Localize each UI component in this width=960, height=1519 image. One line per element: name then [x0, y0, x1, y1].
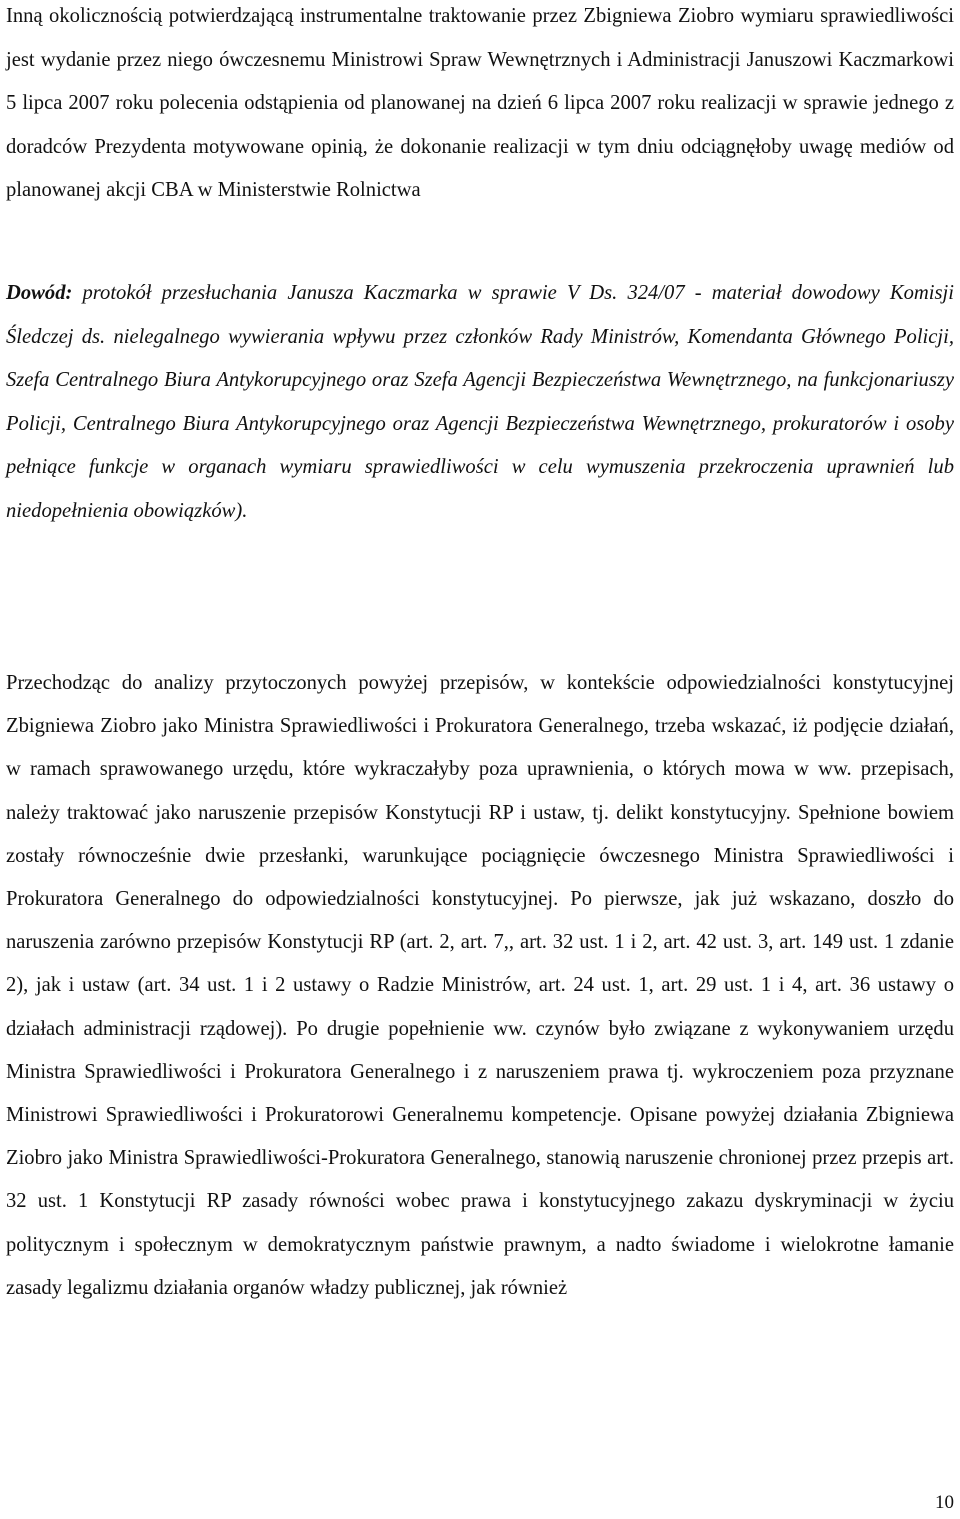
body-paragraph-1: Inną okolicznością potwierdzającą instrumentalne traktowanie przez Zbigniewa Ziobro wymiaru sprawiedliwości jest wydanie przez niego ówczesnemu Ministrowi Spraw Wewnętrznych i Administracji Januszowi Kaczmarkowi 5 lipca 2007 roku polecenia odstąpienia od planowanej na dzień 6 lipca 2007 roku realizacji w sprawie jednego z doradców Prezydenta motywowane opinią, że dokonanie realizacji w tym dniu odciągnęłoby uwagę mediów od planowanej akcji CBA w Ministerstwie Rolnictwa — [6, 5, 954, 202]
evidence-label: Dowód: — [6, 282, 73, 304]
body-paragraph-2: Przechodząc do analizy przytoczonych powyżej przepisów, w kontekście odpowiedzialności konstytucyjnej Zbigniewa Ziobro jako Ministra Sprawiedliwości i Prokuratora Generalnego, trzeba wskazać, iż podjęcie działań, w ramach sprawowanego urzędu, które wykraczałyby poza uprawnienia, o których mowa w ww. przepisach, należy traktować jako naruszenie przepisów Konstytucji RP i ustaw, tj. delikt konstytucyjny. Spełnione bowiem zostały równocześnie dwie przesłanki, warunkujące pociągnięcie ówczesnego Ministra Sprawiedliwości i Prokuratora Generalnego do odpowiedzialności konstytucyjnej. Po pierwsze, jak już wskazano, doszło do naruszenia zarówno przepisów Konstytucji RP (art. 2, art. 7,, art. 32 ust. 1 i 2, art. 42 ust. 3, art. 149 ust. 1 zdanie 2), jak i ustaw (art. 34 ust. 1 i 2 ustawy o Radzie Ministrów, art. 24 ust. 1, art. 29 ust. 1 i 4, art. 36 ustawy o działach administracji rządowej). Po drugie popełnienie ww. czynów było związane z wykonywaniem urzędu Ministra Sprawiedliwości i Prokuratora Generalnego i z naruszeniem prawa tj. wykroczeniem poza przyznane Ministrowi Sprawiedliwości i Prokuratorowi Generalnemu kompetencje. Opisane powyżej działania Zbigniewa Ziobro jako Ministra Sprawiedliwości-Prokuratora Generalnego, stanowią naruszenie chronionej przez przepis art. 32 ust. 1 Konstytucji RP zasady równości wobec prawa i konstytucyjnego zakazu dyskryminacji w życiu politycznym i społecznym w demokratycznym państwie prawnym, a nadto świadome i wielokrotne łamanie zasady legalizmu działania organów władzy publicznej, jak również — [6, 672, 954, 1299]
evidence-text: protokół przesłuchania Janusza Kaczmarka w sprawie V Ds. 324/07 - materiał dowodowy Komisji Śledczej ds. nielegalnego wywierania wpływu przez członków Rady Ministrów, Komendanta Głównego Policji, Szefa Centralnego Biura Antykorupcyjnego oraz Szefa Agencji Bezpieczeństwa Wewnętrznego, na funkcjonariuszy Policji, Centralnego Biura Antykorupcyjnego oraz Agencji Bezpieczeństwa Wewnętrznego, prokuratorów i osoby pełniące funkcje w organach wymiaru sprawiedliwości w celu wymuszenia przekroczenia uprawnień lub niedopełnienia obowiązków). — [6, 282, 954, 522]
page-number: 10 — [935, 1492, 954, 1513]
evidence-paragraph — [6, 272, 954, 534]
